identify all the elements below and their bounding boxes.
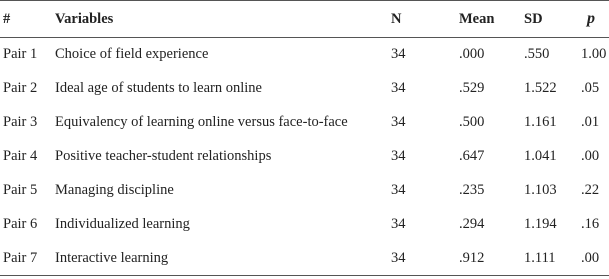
table-row (0, 174, 609, 208)
table-header-row (0, 1, 609, 38)
mean-value: .912 (447, 242, 522, 276)
sd-value: 1.103 (524, 182, 557, 198)
pair-label: Pair 2 (3, 80, 38, 96)
variable-name: Individualized learning (55, 216, 190, 232)
pair-label: Pair 4 (3, 148, 38, 164)
n-value: 34 (377, 242, 447, 276)
sd-value: .550 (524, 46, 550, 63)
variable-name: Ideal age of students to learn online (55, 80, 262, 96)
n-value: 34 (391, 114, 406, 130)
mean-value: .500 (459, 114, 485, 130)
p-value: .22 (581, 182, 600, 198)
n-value: 34 (391, 182, 406, 198)
n-value: 34 (391, 80, 406, 96)
n-value: 34 (391, 216, 406, 232)
table-row (0, 140, 609, 174)
header-p: p (573, 1, 609, 38)
variable-name: Interactive learning (51, 242, 377, 276)
n-value: 34 (391, 148, 406, 164)
variable-name: Positive teacher-student relationships (55, 148, 272, 164)
mean-value: .000 (459, 46, 485, 63)
sd-value: 1.111 (522, 242, 573, 276)
header-variables: Variables (51, 1, 377, 38)
variable-name: Managing discipline (55, 182, 174, 198)
header-n: N (377, 1, 447, 38)
p-value: .00 (573, 242, 609, 276)
mean-value: .235 (459, 182, 485, 198)
n-value: 34 (391, 46, 406, 63)
sd-value: 1.522 (524, 80, 557, 96)
table-row (0, 72, 609, 106)
table-row (0, 208, 609, 242)
variable-name: Equivalency of learning online versus face-to-face (55, 114, 348, 130)
table-row (0, 242, 609, 276)
header-mean: Mean (447, 1, 522, 38)
p-value: .00 (581, 148, 600, 164)
pair-label: Pair 3 (3, 114, 38, 130)
header-sd: SD (522, 1, 573, 38)
p-value: .16 (581, 216, 600, 232)
p-value: .01 (581, 114, 600, 130)
pair-label: Pair 1 (3, 46, 38, 63)
mean-value: .294 (459, 216, 485, 232)
mean-value: .647 (459, 148, 485, 164)
pair-label: Pair 6 (3, 216, 38, 232)
table-row (0, 38, 609, 72)
pair-label: Pair 7 (0, 242, 51, 276)
mean-value: .529 (459, 80, 485, 96)
sd-value: 1.161 (524, 114, 557, 130)
sd-value: 1.041 (524, 148, 557, 164)
table-row (0, 106, 609, 140)
p-value: 1.00 (581, 46, 607, 63)
p-value: .05 (581, 80, 600, 96)
header-number: # (0, 1, 51, 38)
variable-name: Choice of field experience (55, 46, 209, 63)
pair-label: Pair 5 (3, 182, 38, 198)
sd-value: 1.194 (524, 216, 557, 232)
